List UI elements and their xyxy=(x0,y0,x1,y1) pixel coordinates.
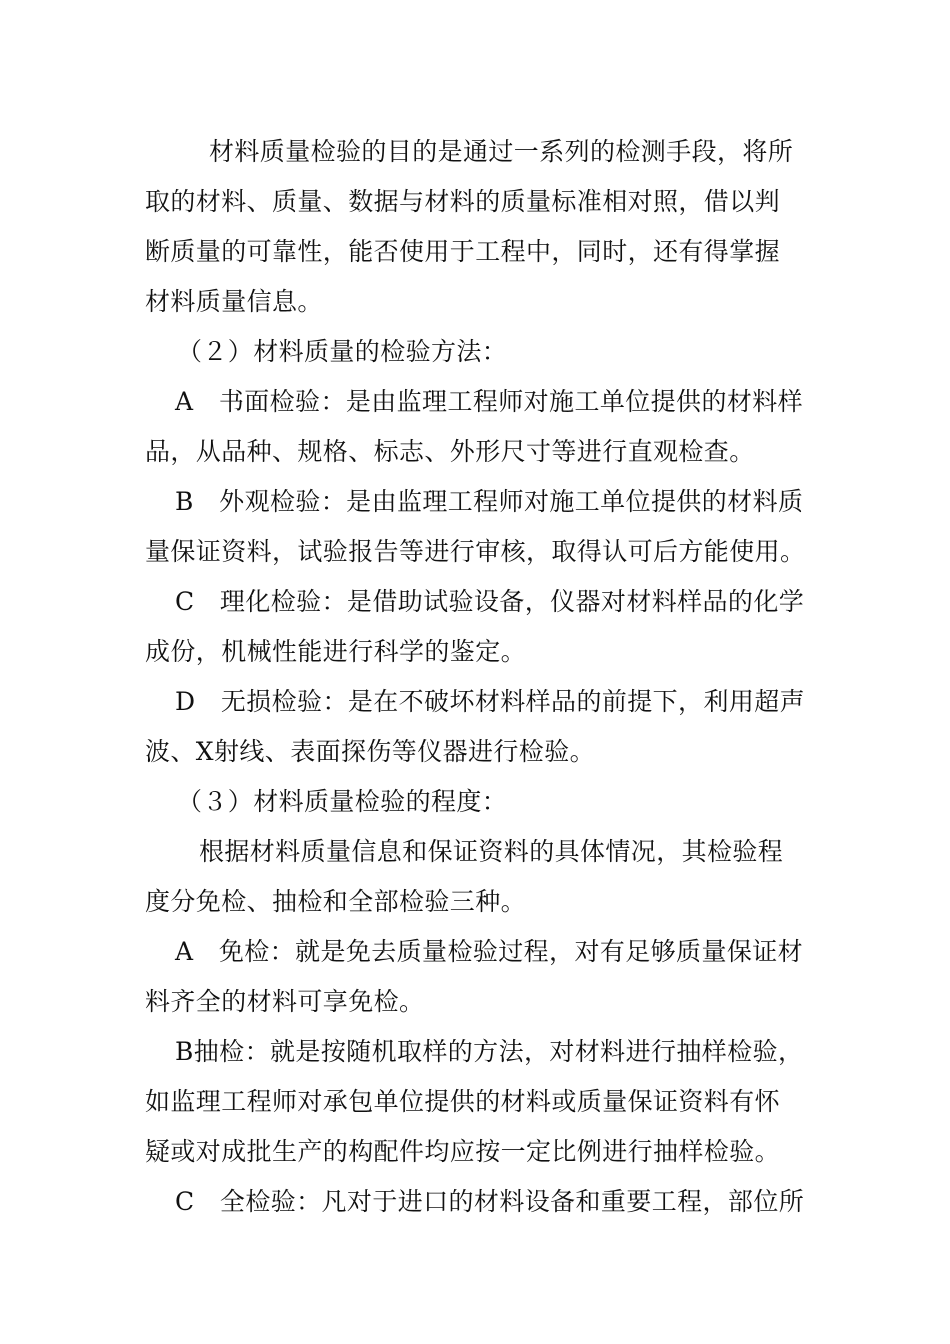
paragraph-line: 波、X射线、表面探伤等仪器进行检验。 xyxy=(145,737,595,766)
paragraph-line: 如监理工程师对承包单位提供的材料或质量保证资料有怀 xyxy=(145,1087,781,1116)
paragraph-line: C 理化检验：是借助试验设备，仪器对材料样品的化学 xyxy=(175,587,805,616)
paragraph-line: D 无损检验：是在不破坏材料样品的前提下，利用超声 xyxy=(175,687,806,716)
paragraph-line: 品，从品种、规格、标志、外形尺寸等进行直观检查。 xyxy=(145,437,755,466)
paragraph-line: 度分免检、抽检和全部检验三种。 xyxy=(145,887,527,916)
paragraph-line: 断质量的可靠性，能否使用于工程中，同时，还有得掌握 xyxy=(145,237,781,266)
paragraph-line: 量保证资料，试验报告等进行审核，取得认可后方能使用。 xyxy=(145,537,806,566)
paragraph-line: 材料质量检验的目的是通过一系列的检测手段，将所 xyxy=(209,137,794,166)
paragraph-line: C 全检验：凡对于进口的材料设备和重要工程，部位所 xyxy=(175,1187,805,1216)
paragraph-line: A 免检：就是免去质量检验过程，对有足够质量保证材 xyxy=(175,937,804,966)
paragraph-line: A 书面检验：是由监理工程师对施工单位提供的材料样 xyxy=(175,387,804,416)
document-body xyxy=(145,127,825,1227)
paragraph-line: 成份，机械性能进行科学的鉴定。 xyxy=(145,637,527,666)
paragraph-line: 取的材料、质量、数据与材料的质量标准相对照，借以判 xyxy=(145,187,781,216)
paragraph-line: 根据材料质量信息和保证资料的具体情况，其检验程 xyxy=(199,837,784,866)
section-heading: （３）材料质量检验的程度： xyxy=(177,787,508,816)
section-heading: （２）材料质量的检验方法： xyxy=(177,337,508,366)
paragraph-line: 疑或对成批生产的构配件均应按一定比例进行抽样检验。 xyxy=(145,1137,781,1166)
paragraph-line: 料齐全的材料可享免检。 xyxy=(145,987,425,1016)
paragraph-line: 材料质量信息。 xyxy=(145,287,323,316)
paragraph-line: B 外观检验：是由监理工程师对施工单位提供的材料质 xyxy=(175,487,804,516)
paragraph-line: B抽检：就是按随机取样的方法，对材料进行抽样检验， xyxy=(175,1037,804,1066)
